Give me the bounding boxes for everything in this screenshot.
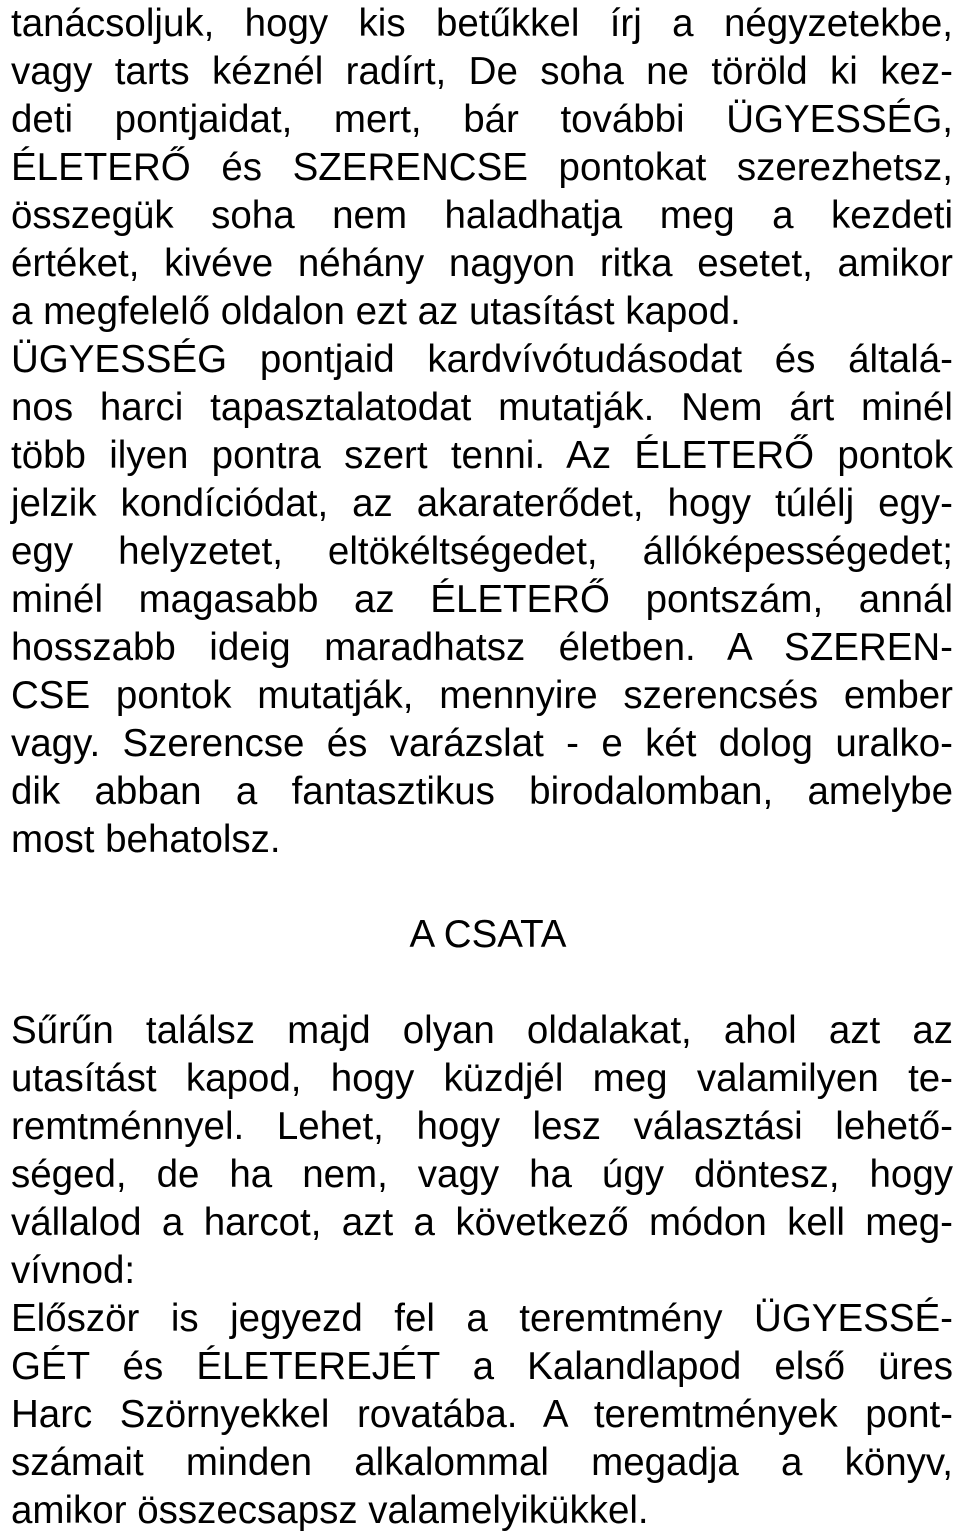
text-line: Sűrűn találsz majd olyan oldalakat, ahol azt az [11,1009,953,1052]
text-line: utasítást kapod, hogy küzdjél meg valamilyen te- [11,1057,953,1100]
text-line: egy helyzetet, eltökéltségedet, állóképességedet; [11,530,953,573]
section-heading: A CSATA [409,913,567,956]
text-line: minél magasabb az ÉLETERŐ pontszám, annál [11,578,953,621]
text-line: most behatolsz. [11,818,281,861]
text-line: vagy tarts kéznél radírt, De soha ne töröld ki kez- [11,50,953,93]
text-line: amikor összecsapsz valamelyikükkel. [11,1489,649,1532]
text-line: tanácsoljuk, hogy kis betűkkel írj a négyzetekbe, [11,2,953,45]
text-line: CSE pontok mutatják, mennyire szerencsés ember [11,674,953,717]
text-line: hosszabb ideig maradhatsz életben. A SZEREN- [11,626,953,669]
text-line: jelzik kondíciódat, az akaraterődet, hogy túlélj egy- [11,482,953,525]
text-line: vállalod a harcot, azt a következő módon kell meg- [11,1201,953,1244]
text-line: séged, de ha nem, vagy ha úgy döntesz, hogy [11,1153,953,1196]
text-line: számait minden alkalommal megadja a könyv, [11,1441,953,1484]
text-line: értéket, kivéve néhány nagyon ritka esetet, amikor [11,242,953,285]
text-line: Először is jegyezd fel a teremtmény ÜGYESSÉ- [11,1297,953,1340]
text-line: remtménnyel. Lehet, hogy lesz választási lehető- [11,1105,953,1148]
text-line: vagy. Szerencse és varázslat - e két dolog uralko- [11,722,953,765]
text-line: dik abban a fantasztikus birodalomban, amelybe [11,770,953,813]
text-line: összegük soha nem haladhatja meg a kezdeti [11,194,953,237]
text-line: nos harci tapasztalatodat mutatják. Nem árt minél [11,386,953,429]
text-line: GÉT és ÉLETEREJÉT a Kalandlapod első üres [11,1345,953,1388]
text-line: a megfelelő oldalon ezt az utasítást kapod. [11,290,741,333]
text-line: deti pontjaidat, mert, bár további ÜGYESSÉG, [11,98,953,141]
text-line: ÜGYESSÉG pontjaid kardvívótudásodat és általá- [11,338,953,381]
paragraph-combat-step-one [11,1295,953,1535]
text-line: több ilyen pontra szert tenni. Az ÉLETERŐ pontok [11,434,953,477]
text-line: Harc Szörnyekkel rovatába. A teremtmények pont- [11,1393,953,1436]
text-line: vívnod: [11,1249,136,1292]
text-line: ÉLETERŐ és SZERENCSE pontokat szerezhetsz, [11,146,953,189]
paragraph-combat-intro [11,1007,953,1295]
document-page [11,0,953,1535]
paragraph-attributes [11,0,953,864]
